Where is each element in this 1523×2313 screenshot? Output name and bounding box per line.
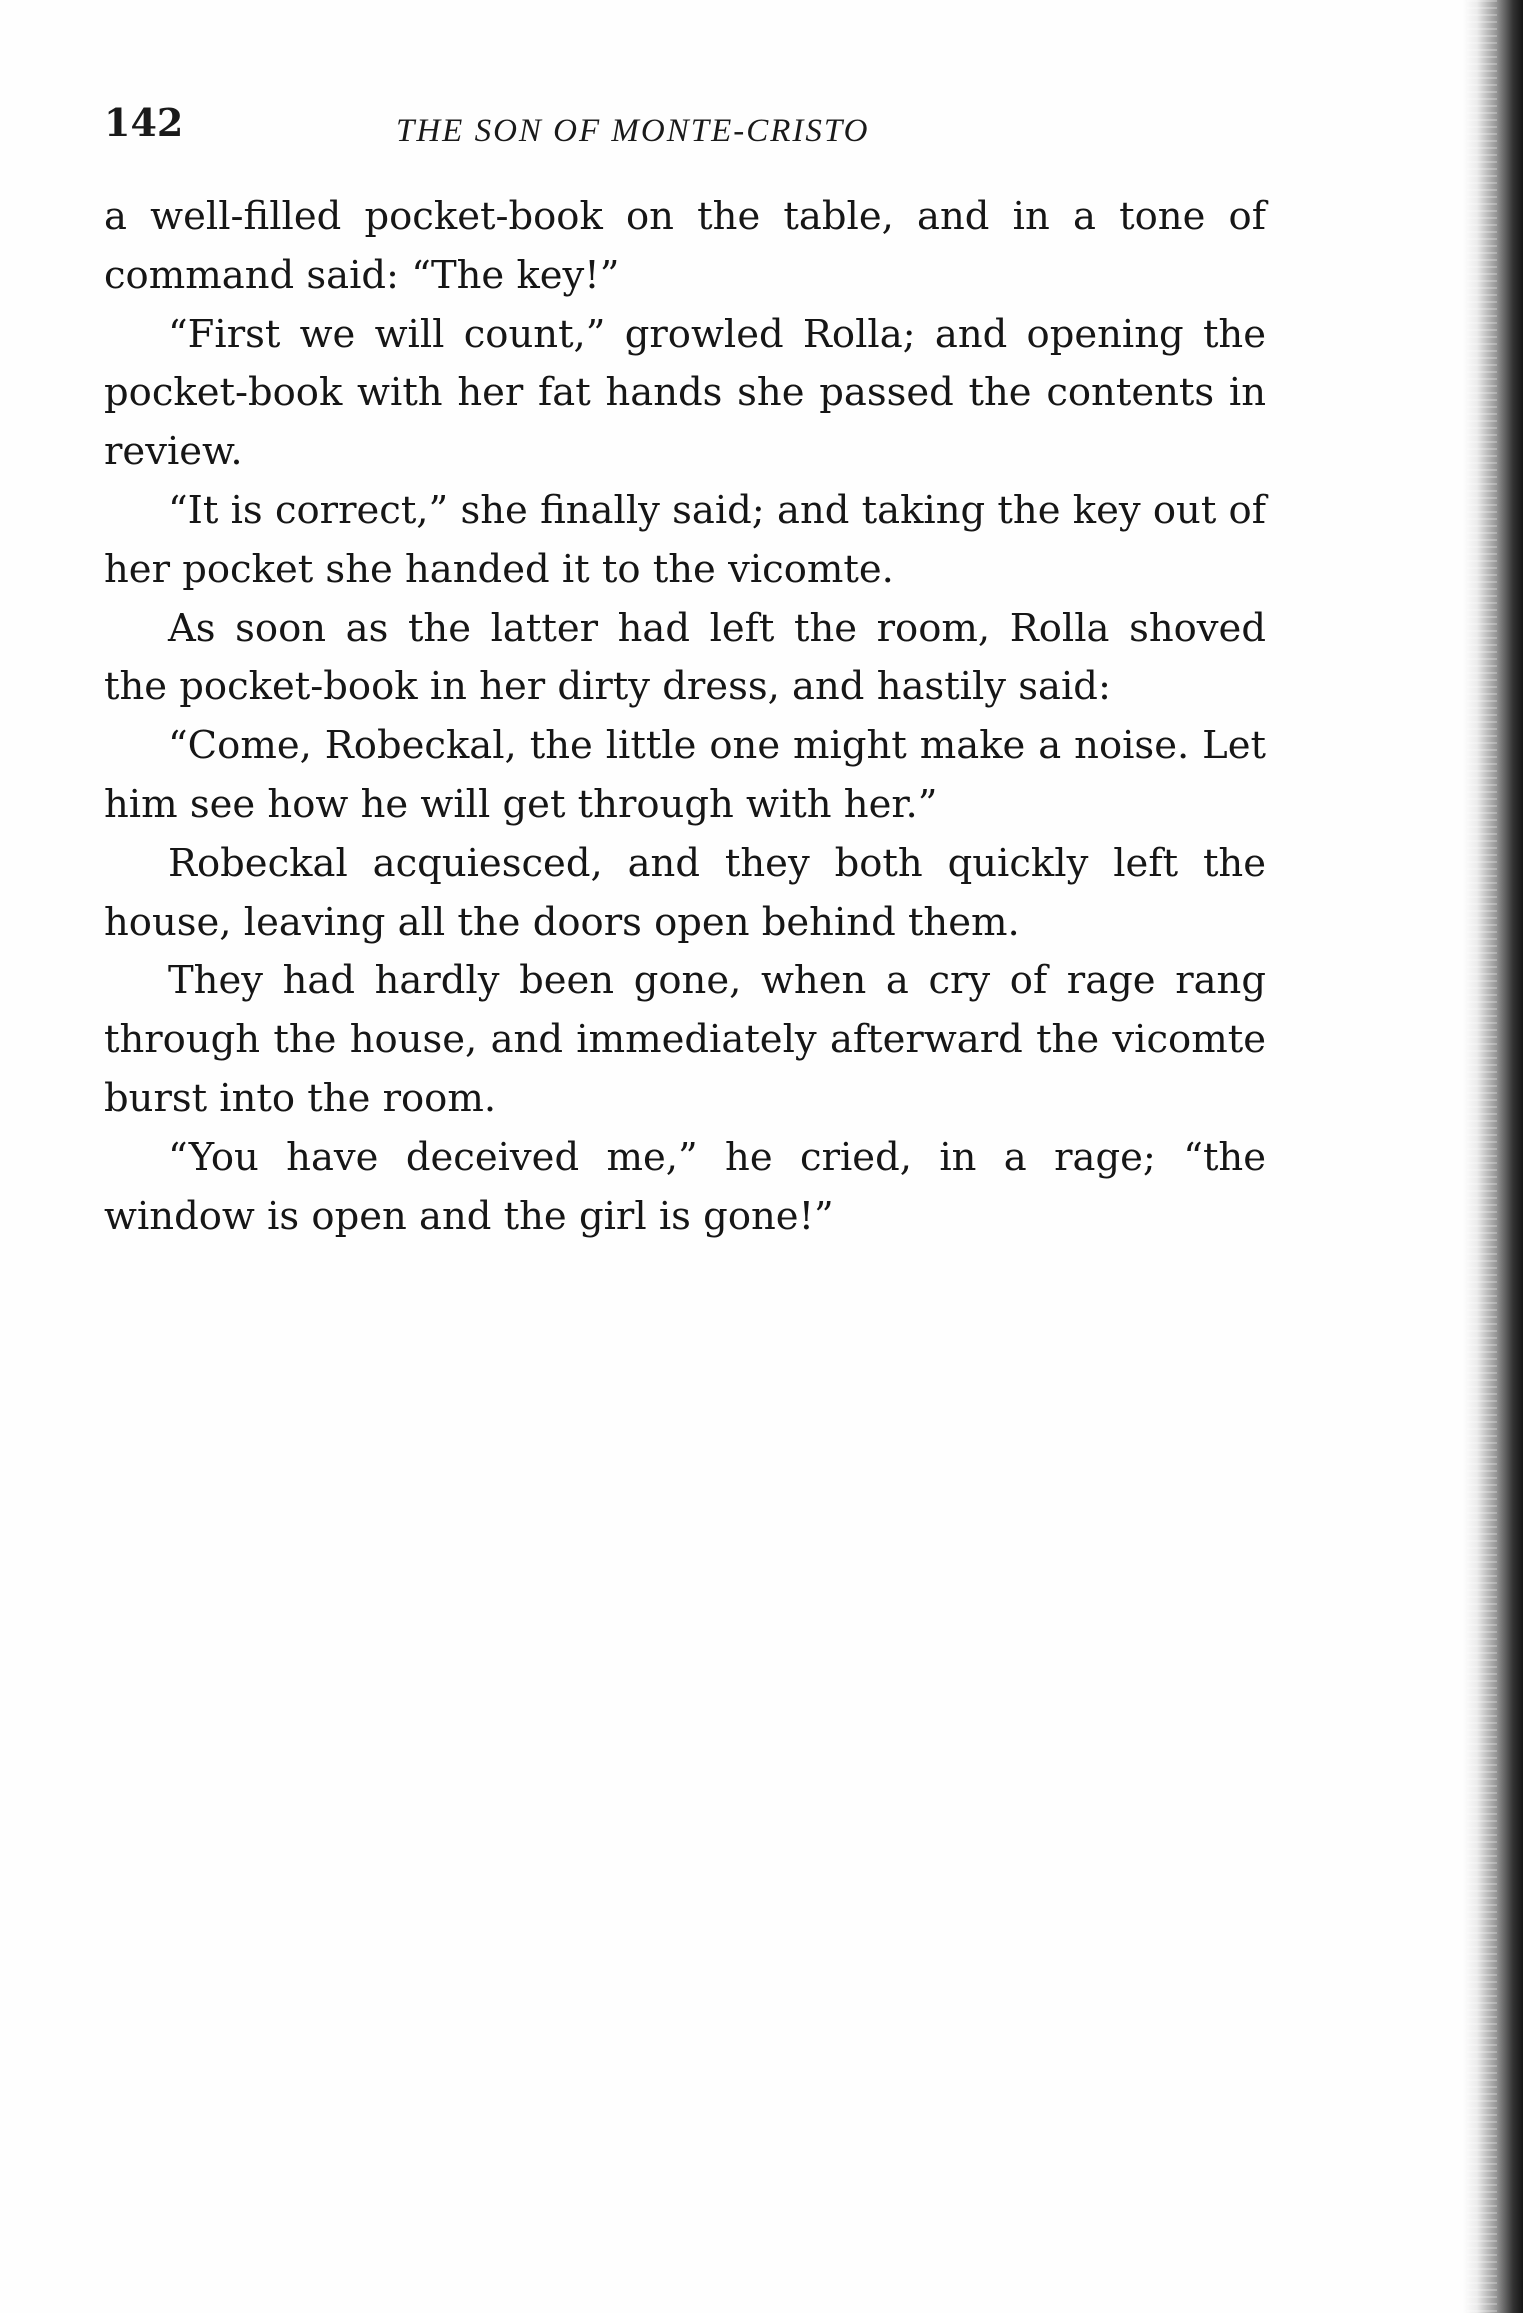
paragraph: “You have deceived me,” he cried, in a rage; “the window is open and the girl is gone!” <box>104 1134 1266 1239</box>
paragraph: “It is correct,” she finally said; and taking the key out of her pocket she handed it to the vicomte. <box>104 487 1266 592</box>
page-number: 142 <box>104 100 184 145</box>
body-text <box>104 188 1266 1246</box>
paragraph: “Come, Robeckal, the little one might make a noise. Let him see how he will get through with her.” <box>104 723 1266 827</box>
page-edge-texture <box>1467 0 1497 2313</box>
paragraph: They had hardly been gone, when a cry of rage rang through the house, and immediately afterward the vicomte burst into the room. <box>104 958 1266 1121</box>
running-title: THE SON OF MONTE-CRISTO <box>396 113 870 149</box>
paragraph: a well-filled pocket-book on the table, and in a tone of command said: “The key!” <box>104 194 1266 298</box>
paragraph: “First we will count,” growled Rolla; and opening the pocket-book with her fat hands she passed the contents in review. <box>104 311 1266 475</box>
paragraph: As soon as the latter had left the room, Rolla shoved the pocket-book in her dirty dress, and hastily said: <box>104 605 1266 710</box>
paragraph: Robeckal acquiesced, and they both quickly left the house, leaving all the doors open behind them. <box>104 840 1266 945</box>
